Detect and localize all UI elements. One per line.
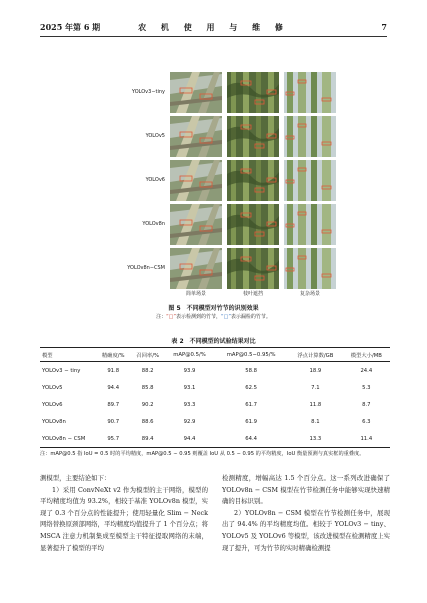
header-model-size: 模型大小/MB (343, 348, 390, 362)
cell-precision: 91.8 (107, 367, 120, 374)
table-row (40, 430, 390, 448)
running-header (40, 22, 387, 36)
body-paragraph: 测模型，主要结论如下： (40, 474, 111, 482)
cell-model: YOLOv8n − CSM (42, 435, 86, 442)
header-map50-95: mAP@0.5∼0.95/% (214, 348, 288, 362)
photo-yolov3-tiny-simple (170, 72, 222, 113)
row-label-yolov3-tiny: YOLOv3−tiny (131, 89, 165, 95)
photo-yolov5-simple (170, 116, 222, 157)
cell-map50: 92.9 (183, 418, 196, 425)
cell-recall: 88.2 (141, 367, 154, 374)
column-label-complex: 复杂场景 (299, 291, 320, 297)
photo-yolov8n-complex (284, 204, 336, 245)
cell-model-size: 6.3 (362, 418, 371, 425)
cell-recall: 85.8 (141, 384, 154, 391)
body-column-left (40, 473, 208, 554)
cell-model-size: 5.3 (362, 384, 371, 391)
cell-model-size: 24.4 (360, 367, 373, 374)
table-note: 注：mAP@0.5 指 IoU = 0.5 时的平均精度，mAP@0.5 ∼ 0.95 则覆盖 IoU 从 0.5 ∼ 0.95 的平均精度，IoU 衡量预测与真实框的重叠度。 (40, 451, 365, 457)
cell-model-size: 8.7 (362, 401, 371, 408)
body-paragraph: 检测精度，增幅高达 1.5 个百分点。这一系列改进确保了 YOLOv8n − CSM 模型在竹节检测任务中能够实现快速精确的目标识别。 (222, 474, 390, 506)
photo-yolov6-simple (170, 160, 222, 201)
cell-recall: 90.2 (141, 401, 154, 408)
cell-model: YOLOv3 − tiny (42, 367, 81, 374)
cell-flops: 11.8 (309, 401, 322, 408)
cell-map50: 93.9 (183, 367, 196, 374)
cell-model: YOLOv8n (42, 418, 66, 425)
row-label-yolov8n: YOLOv8n (142, 221, 165, 227)
cell-flops: 18.9 (309, 367, 322, 374)
figure-note-prefix: 注： (156, 314, 167, 320)
row-label-yolov5: YOLOv5 (145, 133, 165, 139)
cell-model-size: 11.4 (360, 435, 373, 442)
header-recall: 召回率/% (130, 348, 164, 362)
body-paragraph: 1）采用 ConvNeXt v2 作为模型的主干网络，模型的平均精度均值为 93.2%，相较于基准 YOLOv8n 模型，实现了 0.3 个百分点的性能提升；使用轻量化 Slim − Neck 网络替换原颈部网络，平均精度均值提升了 1 个百分点；将 MSCA 注意力机制集成至模型主干特征提取网络的末端，显著提升了模型的平均 (40, 485, 208, 552)
cell-map50-95: 61.9 (245, 418, 258, 425)
table-row (40, 379, 390, 396)
journal-title: 农 机 使 用 与 维 修 (138, 22, 289, 32)
cell-precision: 95.7 (107, 435, 120, 442)
figure-note (0, 313, 427, 320)
row-label-yolov6: YOLOv6 (145, 177, 165, 183)
column-label-occluded: 枝叶遮挡 (242, 291, 263, 297)
page-number: 7 (381, 22, 387, 32)
cell-recall: 89.4 (141, 435, 154, 442)
detected-box-symbol: “□” (166, 314, 176, 320)
results-table (40, 347, 390, 448)
cell-precision: 89.7 (107, 401, 120, 408)
header-map50: mAP@0.5/% (165, 348, 214, 362)
cell-map50: 93.3 (183, 401, 196, 408)
cell-map50: 93.1 (183, 384, 196, 391)
photo-yolov6-complex (284, 160, 336, 201)
table-caption: 表 2 不同模型的试验结果对比 (171, 338, 256, 345)
missed-box-symbol: “□” (221, 314, 231, 320)
photo-yolov8n-csm-occluded (227, 248, 279, 289)
cell-map50-95: 62.5 (245, 384, 258, 391)
photo-yolov3-tiny-occluded (227, 72, 279, 113)
cell-map50: 94.4 (183, 435, 196, 442)
cell-map50-95: 58.8 (245, 367, 258, 374)
cell-map50-95: 61.7 (245, 401, 258, 408)
header-flops: 浮点计算数/GB (288, 348, 343, 362)
photo-yolov8n-csm-simple (170, 248, 222, 289)
detected-box-text: 表示检测到的竹节， (175, 314, 221, 320)
cell-model: YOLOv6 (42, 401, 63, 408)
figure-caption: 图 5 不同模型对竹节的识别效果 (168, 305, 259, 312)
photo-yolov8n-simple (170, 204, 222, 245)
table-row (40, 413, 390, 430)
cell-flops: 13.3 (309, 435, 322, 442)
column-label-simple: 简单场景 (185, 291, 206, 297)
photo-yolov8n-occluded (227, 204, 279, 245)
photo-yolov5-occluded (227, 116, 279, 157)
header-precision: 精确度/% (96, 348, 130, 362)
body-paragraph: 2）YOLOv8n − CSM 模型在竹节检测任务中，展现出了 94.4% 的平均精度均值。相较于 YOLOv3 − tiny、YOLOv5 及 YOLOv6 等模型，该改进模型在检测精度上实现了提升，可为竹节的实时精确检测提 (222, 508, 390, 552)
cell-precision: 94.4 (107, 384, 120, 391)
cell-flops: 7.1 (311, 384, 320, 391)
issue-label: 2025 年第 6 期 (40, 22, 101, 32)
cell-precision: 90.7 (107, 418, 120, 425)
photo-yolov3-tiny-complex (284, 72, 336, 113)
cell-recall: 88.6 (141, 418, 154, 425)
missed-box-text: 表示漏检的竹节。 (230, 314, 271, 320)
table-header-row (40, 348, 390, 362)
header-model: 模型 (40, 348, 96, 362)
row-label-yolov8n-csm: YOLOv8n−CSM (127, 265, 165, 271)
header-rule (40, 36, 387, 37)
photo-yolov8n-csm-complex (284, 248, 336, 289)
body-column-right (222, 473, 390, 554)
cell-map50-95: 64.4 (245, 435, 258, 442)
photo-yolov5-complex (284, 116, 336, 157)
photo-yolov6-occluded (227, 160, 279, 201)
cell-flops: 8.1 (311, 418, 320, 425)
table-row (40, 362, 390, 380)
cell-model: YOLOv5 (42, 384, 63, 391)
table-row (40, 396, 390, 413)
